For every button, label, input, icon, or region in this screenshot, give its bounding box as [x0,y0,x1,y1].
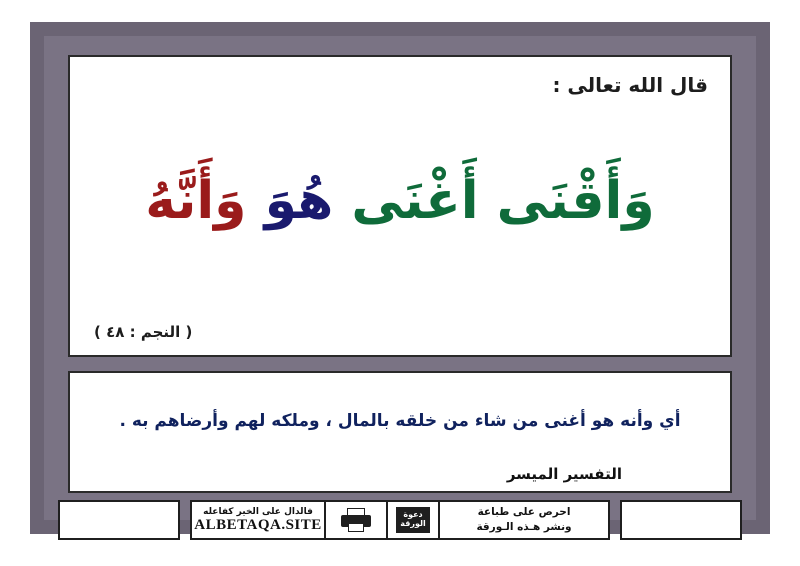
ayah-word-4: وَأَقْنَى [496,171,655,231]
ayah-text [70,169,730,234]
dawah-logo-line-2: الورقة [400,519,426,528]
tafsir-card [68,371,732,493]
site-note: فالدال على الخير كفاعله [203,506,313,517]
ayah-word-2: هُوَ [264,171,334,231]
footer-message-line-2: ونشر هـذه الـورقة [476,521,572,533]
footer-message [438,502,608,538]
footer-side-block-left [58,500,180,540]
printer-icon-glyph [341,508,371,532]
dawah-logo [386,502,438,538]
ayah-word-3: أَغْنَى [351,171,479,231]
footer-strip [190,500,610,540]
site-name[interactable]: ALBETAQA.SITE [194,516,322,533]
ayah-word-1: وَأَنَّهُ [145,171,247,231]
footer-side-block-right [620,500,742,540]
site-credit[interactable] [192,502,324,538]
footer-message-line-1: احرص على طباعة [477,505,571,518]
ayah-card [68,55,732,357]
dawah-logo-line-1: دعوة [403,510,423,520]
intro-line: قال الله تعالى : [552,73,708,97]
dawah-logo-box [396,507,430,533]
tafsir-source: التفسير الميسر [506,465,622,483]
printer-paper-out [348,523,364,532]
printer-icon [324,502,386,538]
tafsir-text: أي وأنه هو أغنى من شاء من خلقه بالمال ، وملكه لهم وأرضاهم به . [119,411,681,431]
ayah-reference: ( النجم : ٤٨ ) [94,323,193,341]
